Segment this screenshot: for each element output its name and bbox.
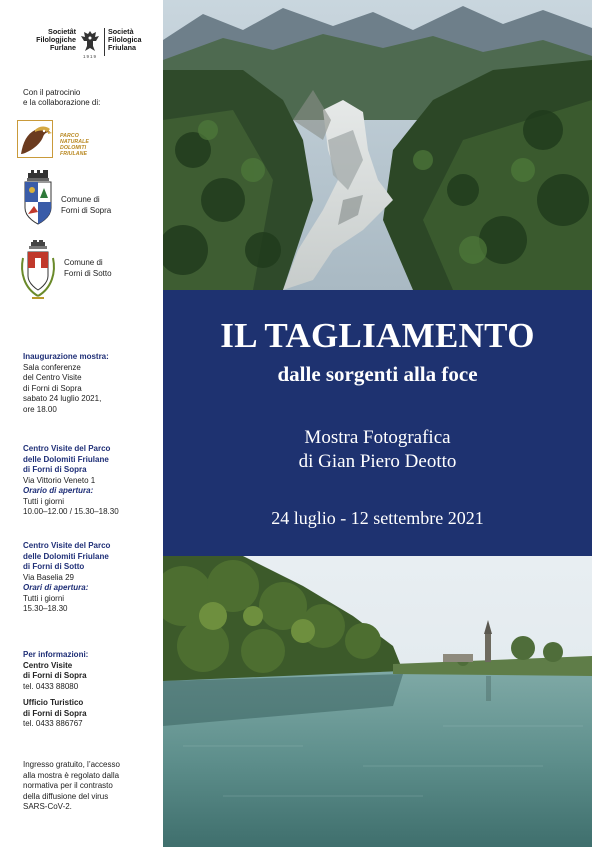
contact-info-block: Per informazioni: Centro Visite di Forni di Sopra tel. 0433 88080 Ufficio Turistico di Forni di Sopra tel. 0433 886767 [23, 650, 89, 728]
river-mouth-photo [163, 556, 592, 847]
parco-text: PARCO NATURALE DOLOMITI FRIULANE [60, 133, 89, 157]
exhibition-subtitle: dalle sorgenti alla foce [277, 362, 478, 386]
forni-sopra-crest-icon [22, 168, 54, 226]
sfl-divider [104, 28, 105, 56]
comune-forni-sopra-label: Comune di Forni di Sopra [61, 195, 112, 215]
patronage-text: Con il patrocinio e la collaborazione di: [23, 88, 101, 107]
centro-visite-sopra-block: Centro Visite del Parco delle Dolomiti Friulane di Forni di Sopra Via Vittorio Veneto 1 Orario di apertura: Tutti i giorni 10.00–12.00 / 15.30–18.30 [23, 444, 119, 516]
exhibition-dates: 24 luglio - 12 settembre 2021 [271, 508, 484, 528]
inauguration-block: Inaugurazione mostra: Sala conferenze del Centro Visite di Forni di Sopra sabato 24 luglio 2021, ore 18.00 [23, 352, 109, 414]
mountain-river-photo [163, 0, 592, 290]
centro-visite-sotto-block: Centro Visite del Parco delle Dolomiti Friulane di Forni di Sotto Via Baselia 29 Orari di apertura: Tutti i giorni 15.30–18.30 [23, 541, 111, 613]
parco-eagle-icon [17, 120, 53, 158]
title-band [163, 290, 592, 556]
covid-note: Ingresso gratuito, l’accesso alla mostra è regolato dalla normativa per il contrasto della diffusione del virus SARS-CoV-2. [23, 760, 120, 811]
exhibition-title: IL TAGLIAMENTO [220, 316, 535, 355]
sfl-logo [20, 28, 150, 62]
sfl-year: 1919 [82, 54, 97, 59]
sidebar-info [0, 0, 163, 847]
eagle-icon [80, 29, 100, 53]
forni-sotto-crest-icon [18, 238, 58, 300]
exhibition-author: Mostra Fotografica di Gian Piero Deotto [298, 427, 457, 472]
sfl-name-furlan: Societât Filologjiche Furlane [36, 27, 76, 52]
sfl-name-italian: Società Filologica Friulana [108, 27, 142, 52]
comune-forni-sotto-label: Comune di Forni di Sotto [64, 258, 112, 278]
